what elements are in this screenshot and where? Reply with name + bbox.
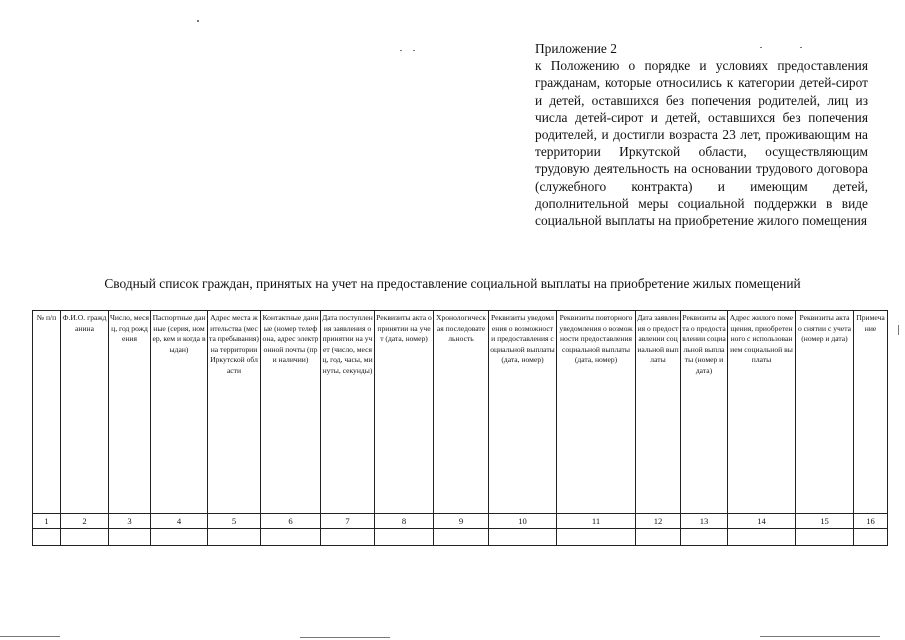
scan-speck	[0, 636, 60, 637]
table-cell	[321, 529, 375, 546]
column-header: Дата поступления заявления о принятии на учет (число, месяц, год, часы, минуты, секунды)	[321, 311, 375, 514]
column-header: Реквизиты повторного уведомления о возможности предоставления социальной выплаты (дата, номер)	[557, 311, 636, 514]
table-cell	[434, 529, 489, 546]
table-cell	[681, 529, 728, 546]
column-number: 16	[854, 514, 888, 529]
column-number: 14	[728, 514, 796, 529]
empty-table-row	[33, 529, 888, 546]
scan-speck	[898, 325, 899, 335]
column-number: 6	[261, 514, 321, 529]
table-cell	[109, 529, 151, 546]
table-cell	[208, 529, 261, 546]
header-row	[33, 311, 888, 514]
column-header: Реквизиты акта о предоставлении социальной выплаты (номер и дата)	[681, 311, 728, 514]
table-cell	[636, 529, 681, 546]
column-header: Реквизиты акта о снятии с учета (номер и дата)	[796, 311, 854, 514]
column-header: Хронологическая последовательность	[434, 311, 489, 514]
column-number: 11	[557, 514, 636, 529]
summary-title: Сводный список граждан, принятых на учет на предоставление социальной выплаты на приобретение жилых помещений	[104, 276, 801, 291]
column-header: Дата заявления о предоставлении социальной выплаты	[636, 311, 681, 514]
table-cell	[728, 529, 796, 546]
column-number: 4	[151, 514, 208, 529]
column-number: 7	[321, 514, 375, 529]
table-cell	[557, 529, 636, 546]
table-cell	[261, 529, 321, 546]
column-number: 1	[33, 514, 61, 529]
scan-speck	[760, 636, 880, 637]
column-header: № п/п	[33, 311, 61, 514]
appendix-block	[535, 40, 868, 229]
column-number: 13	[681, 514, 728, 529]
scan-speck	[400, 50, 402, 51]
table-cell	[375, 529, 434, 546]
appendix-body: к Положению о порядке и условиях предоставления гражданам, которые относились к категории детей-сирот и детей, оставшихся без попечения родителей, лиц из числа детей-сирот и детей, оставшихся без попечения родителей, и достигли возраста 23 лет, проживающим на территории Иркутской области, осуществляющим трудовую деятельность на основании трудового договора (служебного контракта) и имеющим детей, дополнительной меры социальной поддержки в виде социальной выплаты на приобретение жилого помещения	[535, 58, 868, 229]
scan-speck	[197, 20, 199, 22]
column-header: Реквизиты уведомления о возможности предоставления социальной выплаты (дата, номер)	[489, 311, 557, 514]
column-number: 10	[489, 514, 557, 529]
column-header: Примечание	[854, 311, 888, 514]
column-header: Число, месяц, год рождения	[109, 311, 151, 514]
column-header: Ф.И.О. гражданина	[61, 311, 109, 514]
table-cell	[151, 529, 208, 546]
table-cell	[33, 529, 61, 546]
table-cell	[489, 529, 557, 546]
column-number: 5	[208, 514, 261, 529]
appendix-title: Приложение 2	[535, 41, 617, 56]
column-number: 9	[434, 514, 489, 529]
column-header: Адрес жилого помещения, приобретенного с использованием социальной выплаты	[728, 311, 796, 514]
column-header: Паспортные данные (серия, номер, кем и когда выдан)	[151, 311, 208, 514]
column-header: Реквизиты акта о принятии на учет (дата, номер)	[375, 311, 434, 514]
column-number: 12	[636, 514, 681, 529]
column-header: Адрес места жительства (места пребывания) на территории Иркутской области	[208, 311, 261, 514]
scan-speck	[300, 637, 390, 638]
column-number: 8	[375, 514, 434, 529]
registry-table	[32, 310, 888, 546]
column-number-row	[33, 514, 888, 529]
column-number: 3	[109, 514, 151, 529]
table-cell	[854, 529, 888, 546]
column-header: Контактные данные (номер телефона, адрес электронной почты (при наличии)	[261, 311, 321, 514]
scan-speck	[413, 50, 415, 51]
column-number: 2	[61, 514, 109, 529]
table-cell	[796, 529, 854, 546]
table-cell	[61, 529, 109, 546]
column-number: 15	[796, 514, 854, 529]
